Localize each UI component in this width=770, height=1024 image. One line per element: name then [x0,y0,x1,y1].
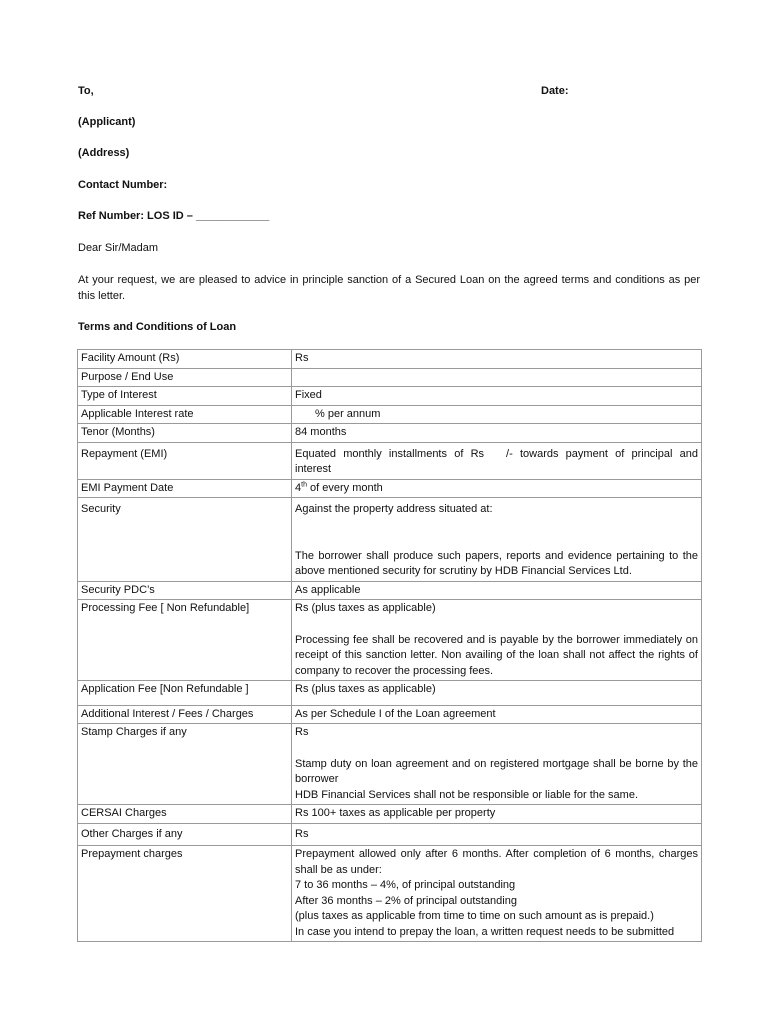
row-value-additional-charges: As per Schedule I of the Loan agreement [292,705,702,724]
ref-number-line: Ref Number: LOS ID – ____________ [78,210,270,222]
table-row [78,498,702,582]
row-value-purpose [292,368,702,387]
row-value-application-fee: Rs (plus taxes as applicable) [292,681,702,706]
prepayment-tier-2: After 36 months – 2% of principal outstanding [295,894,517,907]
row-label-interest-rate: Applicable Interest rate [78,405,292,424]
interest-rate-text: % per annum [315,407,381,420]
table-row [78,805,702,824]
applicant-placeholder: (Applicant) [78,116,136,128]
row-label-prepayment: Prepayment charges [78,846,292,942]
row-value-emi-date [292,479,702,498]
prepayment-taxes-note: (plus taxes as applicable from time to time on such amount as is prepaid.) [295,910,654,922]
row-value-security [292,498,702,582]
row-label-security: Security [78,498,292,582]
date-label: Date: [541,85,569,97]
row-label-tenor: Tenor (Months) [78,424,292,443]
salutation: Dear Sir/Madam [78,242,159,254]
row-label-purpose: Purpose / End Use [78,368,292,387]
row-value-prepayment [292,846,702,942]
table-row [78,724,702,805]
row-label-other-charges: Other Charges if any [78,823,292,846]
row-label-repayment: Repayment (EMI) [78,442,292,479]
table-row [78,368,702,387]
table-row [78,823,702,846]
row-value-security-pdc: As applicable [292,581,702,600]
stamp-charges-amount: Rs [295,726,309,738]
intro-paragraph: At your request, we are pleased to advice in principle sanction of a Secured Loan on the agreed terms and conditions as per this letter. [78,274,700,302]
prepayment-request-note: In case you intend to prepay the loan, a written request needs to be submitted [295,925,675,938]
prepayment-tier-1: 7 to 36 months – 4%, of principal outstanding [295,879,516,891]
table-row [78,405,702,424]
row-value-facility-amount: Rs [292,350,702,369]
table-row [78,424,702,443]
processing-fee-amount: Rs (plus taxes as applicable) [295,602,436,614]
row-value-repayment [292,442,702,479]
stamp-duty-text: Stamp duty on loan agreement and on registered mortgage shall be borne by the borrower [295,757,698,785]
row-value-tenor: 84 months [292,424,702,443]
table-row [78,581,702,600]
contact-number-label: Contact Number: [78,179,168,191]
table-row [78,846,702,942]
security-address-line: Against the property address situated at: [295,503,493,515]
to-line: To, [78,85,94,97]
row-label-additional-charges: Additional Interest / Fees / Charges [78,705,292,724]
table-row [78,600,702,681]
row-label-emi-date: EMI Payment Date [78,479,292,498]
repayment-text-b: /- towards payment of principal and interest [295,447,698,475]
row-label-application-fee: Application Fee [Non Refundable ] [78,681,292,706]
security-scrutiny-text: The borrower shall produce such papers, reports and evidence pertaining to the above mentioned security for scrutiny by HDB Financial Services Ltd. [295,549,698,577]
table-row [78,681,702,706]
emi-day-number: 4 [295,481,302,494]
table-row [78,479,702,498]
address-placeholder: (Address) [78,147,130,159]
table-row [78,705,702,724]
row-value-interest-type: Fixed [292,387,702,406]
row-value-processing-fee [292,600,702,681]
emi-day-rest: of every month [306,481,383,494]
emi-day-suffix: th [301,480,307,488]
row-label-cersai: CERSAI Charges [78,805,292,824]
terms-table [77,349,702,942]
table-row [78,442,702,479]
row-label-security-pdc: Security PDC’s [78,581,292,600]
row-label-interest-type: Type of Interest [78,387,292,406]
repayment-text-a: Equated monthly installments of Rs [295,447,485,460]
row-value-other-charges: Rs [292,823,702,846]
stamp-liability-text: HDB Financial Services shall not be responsible or liable for the same. [295,788,638,801]
row-value-interest-rate [292,405,702,424]
row-label-processing-fee: Processing Fee [ Non Refundable] [78,600,292,681]
row-label-stamp-charges: Stamp Charges if any [78,724,292,805]
table-row [78,350,702,369]
row-value-cersai: Rs 100+ taxes as applicable per property [292,805,702,824]
processing-fee-terms: Processing fee shall be recovered and is payable by the borrower immediately on receipt of this sanction letter. Non availing of the loan shall not affect the rights of company to recover the processing fees. [295,633,698,677]
prepayment-intro: Prepayment allowed only after 6 months. After completion of 6 months, charges shall be as under: [295,848,698,876]
row-value-stamp-charges [292,724,702,805]
row-label-facility-amount: Facility Amount (Rs) [78,350,292,369]
section-title: Terms and Conditions of Loan [78,321,237,333]
table-row [78,387,702,406]
